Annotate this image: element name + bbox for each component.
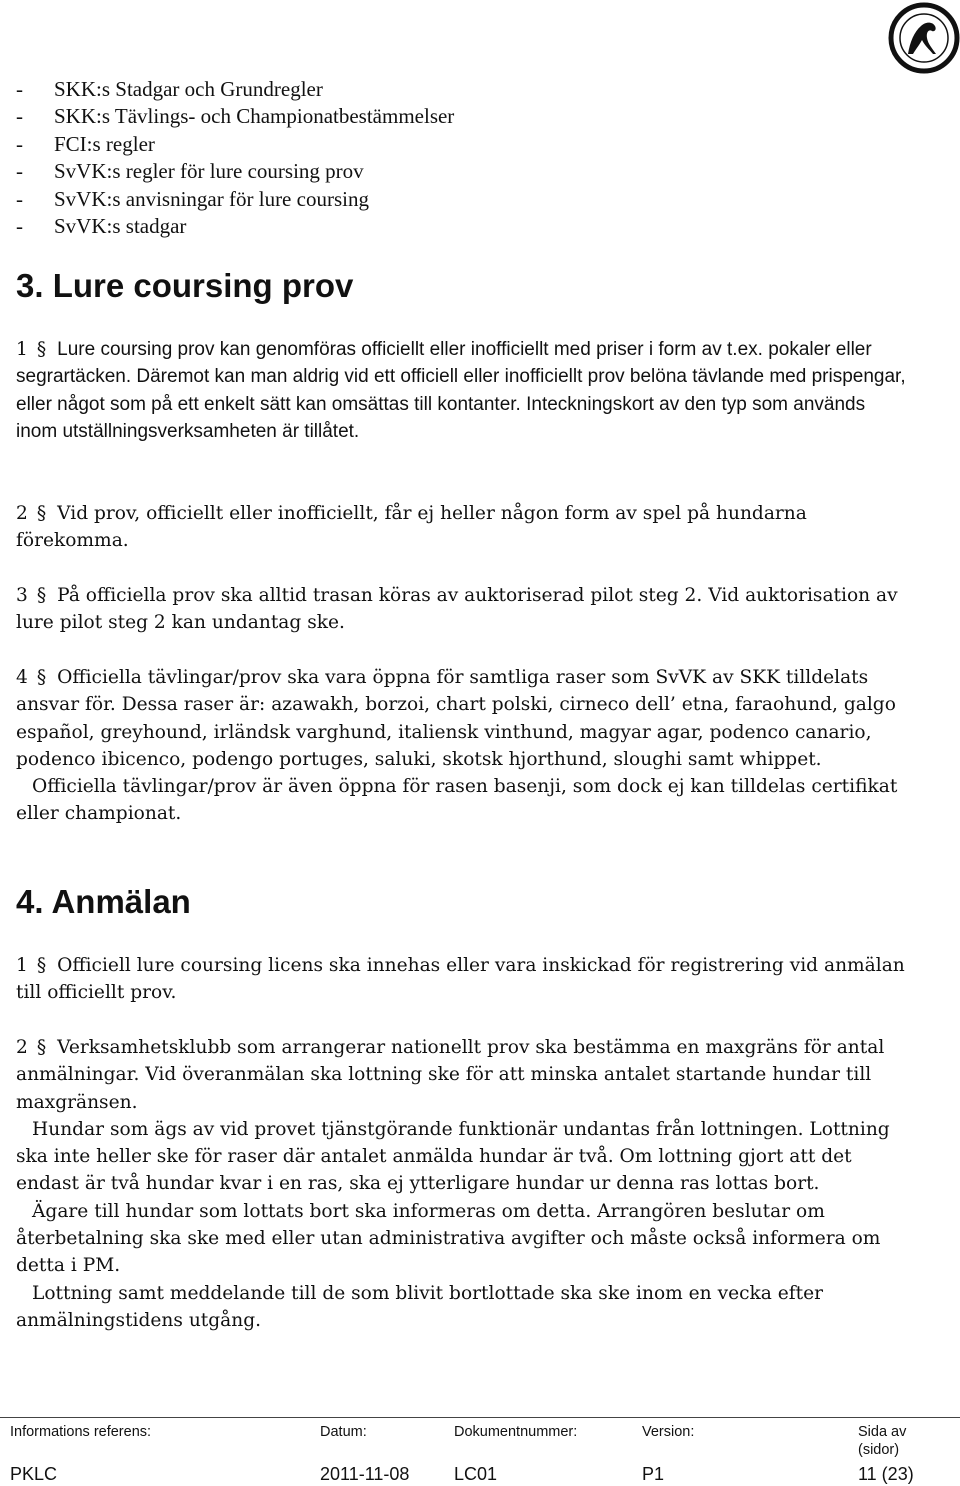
list-item: - SKK:s Tävlings- och Championatbestämmelser bbox=[16, 104, 455, 129]
paragraph-3-2: 2 § Vid prov, officiellt eller inofficiellt, får ej heller någon form av spel på hundarna förekomma. bbox=[16, 503, 807, 552]
paragraph-4-1: 1 § Officiell lure coursing licens ska innehas eller vara inskickad för registrering vid anmälan till officiellt prov. bbox=[16, 955, 905, 1004]
footer-label-page: Sida av bbox=[858, 1424, 907, 1440]
footer-label-version: Version: bbox=[642, 1424, 695, 1440]
section-heading-3: 3. Lure coursing prov bbox=[16, 267, 354, 304]
paragraph-3-1: 1 § Lure coursing prov kan genomföras officiellt eller inofficiellt med priser i form av t.ex. pokaler eller segrartäcken. Däremot kan man aldrig vid ett officiell eller inofficiellt prov belöna tävlande med prispengar, eller något som på ett enkelt sätt kan omsättas till kontanter. Inteckningskort av den typ som används inom utställningsverksamheten är tillåtet. bbox=[16, 339, 906, 442]
footer-value-page: 11 (23) bbox=[858, 1464, 914, 1484]
paragraph-4-2: 2 § Verksamhetsklubb som arrangerar nationellt prov ska bestämma en maxgräns för antal anmälningar. Vid överanmälan ska lottning ske för att minska antalet startande hundar till maxgränsen. Hundar som ägs av vid provet tjänstgörande funktionär undantas från lottningen. Lottning ska inte heller ske för raser där antalet anmälda hundar är två. Om lottning gjort att det endast är två hundar kvar i en ras, ska ej ytterligare hundar ur denna ras lottas bort. Ägare till hundar som lottats bort ska informeras om detta. Arrangören beslutar om återbetalning ska ske med eller utan administrativa avgifter och måste också informera om detta i PM. Lottning samt meddelande till de som blivit bortlottade ska ske inom en vecka efter anmälningstidens utgång. bbox=[16, 1037, 890, 1331]
list-item: - SvVK:s stadgar bbox=[16, 214, 187, 239]
footer-label-docnum: Dokumentnummer: bbox=[454, 1424, 578, 1440]
footer-divider bbox=[0, 1417, 960, 1418]
footer-value-docnum: LC01 bbox=[454, 1464, 498, 1484]
list-item: - FCI:s regler bbox=[16, 131, 155, 156]
footer-label-ref: Informations referens: bbox=[10, 1424, 152, 1440]
paragraph-3-3: 3 § På officiella prov ska alltid trasan köras av auktoriserad pilot steg 2. Vid auktorisation av lure pilot steg 2 kan undantag ske. bbox=[16, 585, 898, 634]
footer-value-ref: PKLC bbox=[10, 1464, 58, 1484]
list-item: - SKK:s Stadgar och Grundregler bbox=[16, 77, 323, 101]
paragraph-3-4: 4 § Officiella tävlingar/prov ska vara öppna för samtliga raser som SvVK av SKK tilldelats ansvar för. Dessa raser är: azawakh, borzoi, chart polski, cirneco dell’ etna, faraohund, galgo español, greyhound, irländsk varghund, italiensk vinthund, magyar agar, podenco canario, podenco ibicenco, podengo portuges, saluki, skotsk hjorthund, sloughi samt whippet. Officiella tävlingar/prov är även öppna för rasen basenji, som dock ej kan tilldelas certifikat eller championat. bbox=[16, 667, 898, 825]
footer-label-date: Datum: bbox=[320, 1424, 367, 1440]
club-logo-icon bbox=[888, 2, 960, 74]
list-item: - SvVK:s anvisningar för lure coursing bbox=[16, 186, 369, 211]
footer-value-version: P1 bbox=[642, 1464, 665, 1484]
reference-list bbox=[16, 76, 454, 240]
footer-value-date: 2011-11-08 bbox=[320, 1464, 410, 1484]
list-item: - SvVK:s regler för lure coursing prov bbox=[16, 159, 364, 184]
footer-label-page-sidor: (sidor) bbox=[858, 1442, 900, 1458]
section-heading-4: 4. Anmälan bbox=[16, 883, 191, 920]
